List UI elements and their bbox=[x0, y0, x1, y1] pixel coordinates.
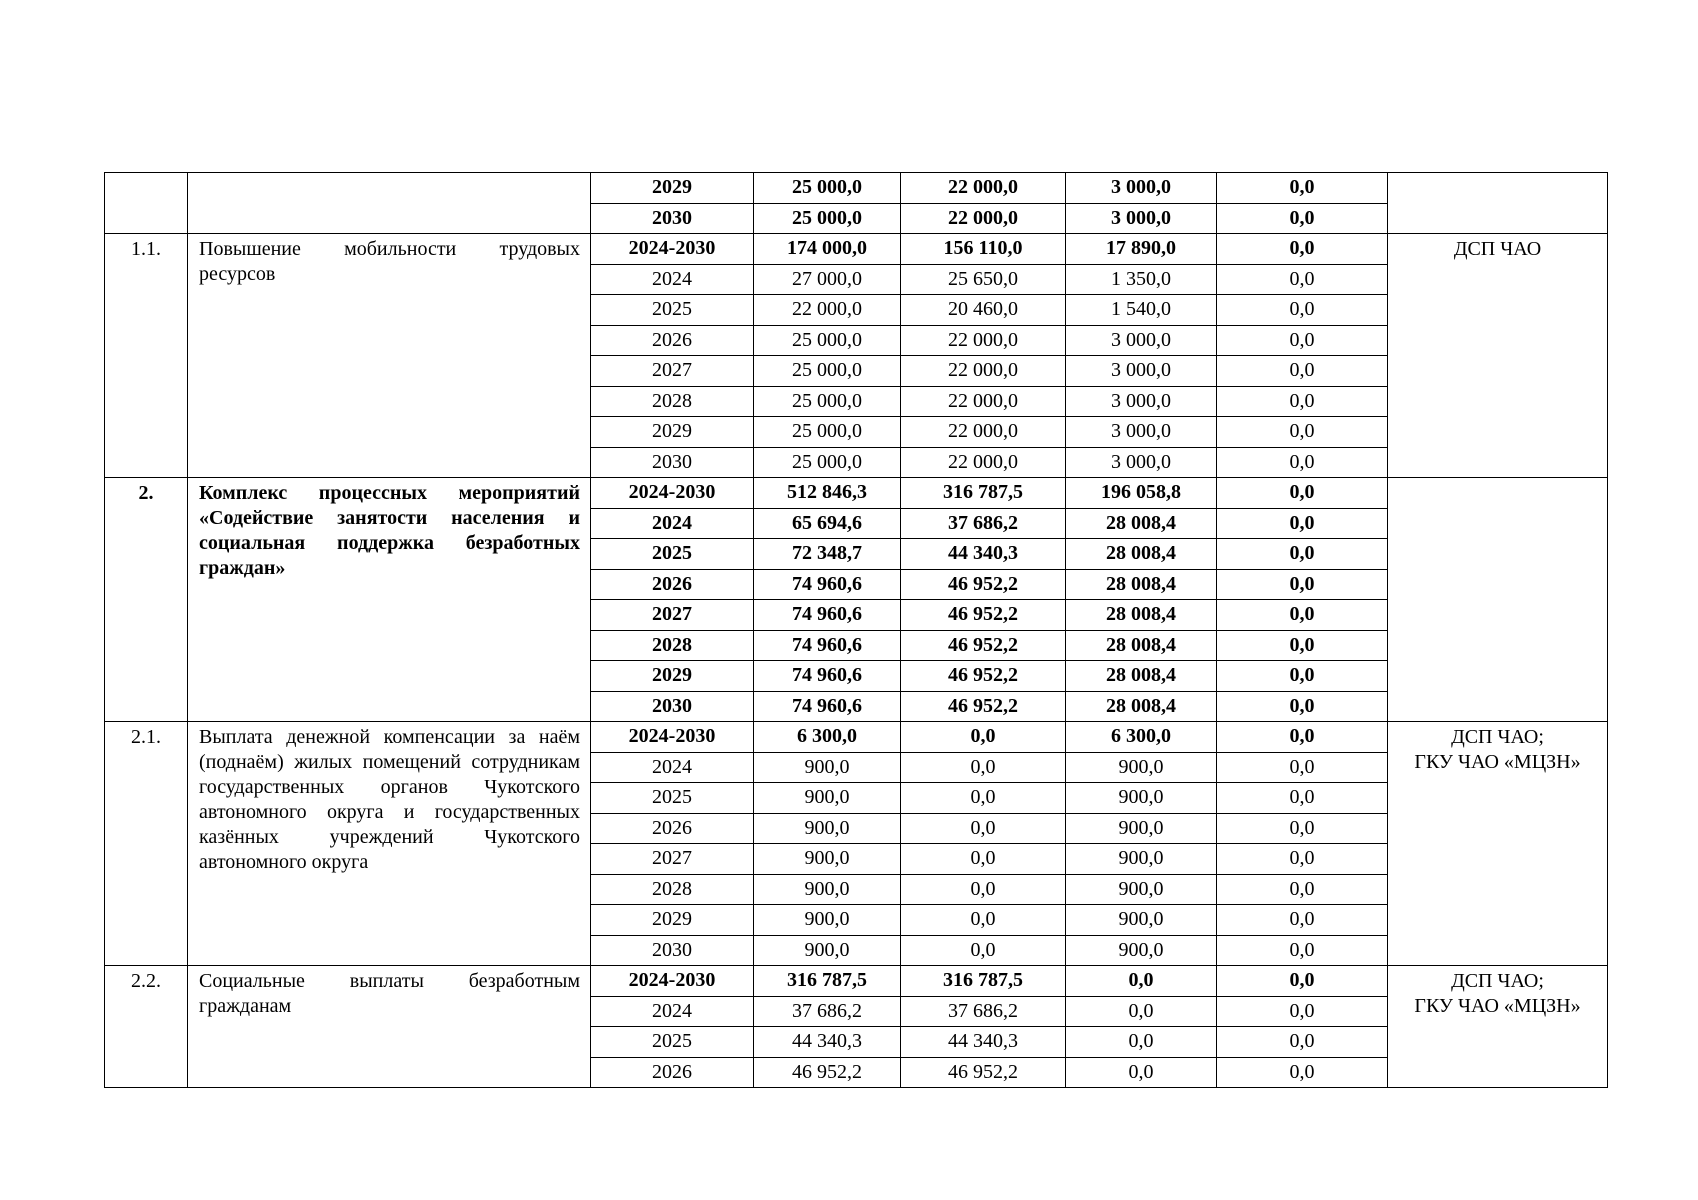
source-1-cell: 46 952,2 bbox=[901, 569, 1066, 600]
total-cell: 25 000,0 bbox=[754, 356, 901, 387]
year-cell: 2027 bbox=[591, 356, 754, 387]
year-cell: 2024-2030 bbox=[591, 478, 754, 509]
total-cell: 22 000,0 bbox=[754, 295, 901, 326]
source-3-cell: 0,0 bbox=[1217, 874, 1388, 905]
total-cell: 900,0 bbox=[754, 874, 901, 905]
item-name: Выплата денежной компенсации за наём (поднаём) жилых помещений сотрудникам государственных органов Чукотского автономного округа и государственных казённых учреждений Чукотского автономного округа bbox=[188, 722, 591, 966]
table-row bbox=[105, 234, 1608, 265]
source-2-cell: 3 000,0 bbox=[1066, 386, 1217, 417]
total-cell: 74 960,6 bbox=[754, 691, 901, 722]
total-cell: 6 300,0 bbox=[754, 722, 901, 753]
source-3-cell: 0,0 bbox=[1217, 966, 1388, 997]
source-1-cell: 46 952,2 bbox=[901, 630, 1066, 661]
year-cell: 2024 bbox=[591, 752, 754, 783]
source-2-cell: 3 000,0 bbox=[1066, 417, 1217, 448]
source-1-cell: 316 787,5 bbox=[901, 966, 1066, 997]
total-cell: 37 686,2 bbox=[754, 996, 901, 1027]
source-1-cell: 37 686,2 bbox=[901, 996, 1066, 1027]
source-2-cell: 900,0 bbox=[1066, 874, 1217, 905]
total-cell: 74 960,6 bbox=[754, 630, 901, 661]
total-cell: 72 348,7 bbox=[754, 539, 901, 570]
year-cell: 2024 bbox=[591, 996, 754, 1027]
total-cell: 74 960,6 bbox=[754, 661, 901, 692]
source-1-cell: 0,0 bbox=[901, 752, 1066, 783]
year-cell: 2025 bbox=[591, 539, 754, 570]
table-row bbox=[105, 173, 1608, 204]
source-3-cell: 0,0 bbox=[1217, 752, 1388, 783]
table-row bbox=[105, 966, 1608, 997]
year-cell: 2029 bbox=[591, 173, 754, 204]
source-1-cell: 22 000,0 bbox=[901, 325, 1066, 356]
year-cell: 2029 bbox=[591, 905, 754, 936]
responsible-executor bbox=[1388, 173, 1608, 234]
responsible-executor bbox=[1388, 722, 1608, 966]
year-cell: 2026 bbox=[591, 569, 754, 600]
source-2-cell: 28 008,4 bbox=[1066, 508, 1217, 539]
source-1-cell: 46 952,2 bbox=[901, 691, 1066, 722]
source-1-cell: 46 952,2 bbox=[901, 661, 1066, 692]
source-3-cell: 0,0 bbox=[1217, 386, 1388, 417]
year-cell: 2030 bbox=[591, 203, 754, 234]
source-3-cell: 0,0 bbox=[1217, 264, 1388, 295]
total-cell: 25 000,0 bbox=[754, 386, 901, 417]
source-3-cell: 0,0 bbox=[1217, 356, 1388, 387]
source-1-cell: 22 000,0 bbox=[901, 203, 1066, 234]
year-cell: 2028 bbox=[591, 386, 754, 417]
year-cell: 2030 bbox=[591, 447, 754, 478]
source-3-cell: 0,0 bbox=[1217, 295, 1388, 326]
source-3-cell: 0,0 bbox=[1217, 1057, 1388, 1088]
source-2-cell: 0,0 bbox=[1066, 966, 1217, 997]
source-2-cell: 1 350,0 bbox=[1066, 264, 1217, 295]
total-cell: 25 000,0 bbox=[754, 325, 901, 356]
source-3-cell: 0,0 bbox=[1217, 722, 1388, 753]
year-cell: 2030 bbox=[591, 935, 754, 966]
year-cell: 2027 bbox=[591, 844, 754, 875]
source-2-cell: 3 000,0 bbox=[1066, 356, 1217, 387]
source-3-cell: 0,0 bbox=[1217, 1027, 1388, 1058]
year-cell: 2027 bbox=[591, 600, 754, 631]
source-2-cell: 28 008,4 bbox=[1066, 691, 1217, 722]
year-cell: 2028 bbox=[591, 630, 754, 661]
year-cell: 2026 bbox=[591, 1057, 754, 1088]
budget-table-body bbox=[105, 173, 1608, 1088]
source-2-cell: 1 540,0 bbox=[1066, 295, 1217, 326]
source-2-cell: 900,0 bbox=[1066, 752, 1217, 783]
item-number: 2. bbox=[105, 478, 188, 722]
source-3-cell: 0,0 bbox=[1217, 691, 1388, 722]
source-1-cell: 156 110,0 bbox=[901, 234, 1066, 265]
source-1-cell: 25 650,0 bbox=[901, 264, 1066, 295]
total-cell: 74 960,6 bbox=[754, 569, 901, 600]
total-cell: 25 000,0 bbox=[754, 447, 901, 478]
source-1-cell: 0,0 bbox=[901, 935, 1066, 966]
source-1-cell: 0,0 bbox=[901, 874, 1066, 905]
source-1-cell: 44 340,3 bbox=[901, 1027, 1066, 1058]
item-name: Социальные выплаты безработным гражданам bbox=[188, 966, 591, 1088]
source-1-cell: 0,0 bbox=[901, 905, 1066, 936]
source-1-cell: 22 000,0 bbox=[901, 386, 1066, 417]
source-2-cell: 3 000,0 bbox=[1066, 203, 1217, 234]
responsible-executor bbox=[1388, 966, 1608, 1088]
table-row bbox=[105, 478, 1608, 509]
item-number: 2.2. bbox=[105, 966, 188, 1088]
total-cell: 900,0 bbox=[754, 935, 901, 966]
source-3-cell: 0,0 bbox=[1217, 569, 1388, 600]
total-cell: 25 000,0 bbox=[754, 203, 901, 234]
responsible-line: ГКУ ЧАО «МЦЗН» bbox=[1414, 995, 1581, 1017]
source-3-cell: 0,0 bbox=[1217, 996, 1388, 1027]
source-1-cell: 0,0 bbox=[901, 783, 1066, 814]
item-name bbox=[188, 173, 591, 234]
year-cell: 2028 bbox=[591, 874, 754, 905]
source-3-cell: 0,0 bbox=[1217, 417, 1388, 448]
item-number: 1.1. bbox=[105, 234, 188, 478]
total-cell: 900,0 bbox=[754, 752, 901, 783]
source-2-cell: 3 000,0 bbox=[1066, 325, 1217, 356]
source-1-cell: 22 000,0 bbox=[901, 447, 1066, 478]
source-1-cell: 46 952,2 bbox=[901, 1057, 1066, 1088]
year-cell: 2025 bbox=[591, 783, 754, 814]
year-cell: 2024 bbox=[591, 508, 754, 539]
total-cell: 900,0 bbox=[754, 905, 901, 936]
year-cell: 2025 bbox=[591, 295, 754, 326]
source-2-cell: 28 008,4 bbox=[1066, 630, 1217, 661]
source-3-cell: 0,0 bbox=[1217, 783, 1388, 814]
total-cell: 25 000,0 bbox=[754, 173, 901, 204]
total-cell: 27 000,0 bbox=[754, 264, 901, 295]
year-cell: 2024-2030 bbox=[591, 966, 754, 997]
total-cell: 900,0 bbox=[754, 844, 901, 875]
source-3-cell: 0,0 bbox=[1217, 447, 1388, 478]
source-2-cell: 0,0 bbox=[1066, 1057, 1217, 1088]
source-2-cell: 28 008,4 bbox=[1066, 569, 1217, 600]
source-2-cell: 900,0 bbox=[1066, 783, 1217, 814]
source-3-cell: 0,0 bbox=[1217, 661, 1388, 692]
source-3-cell: 0,0 bbox=[1217, 905, 1388, 936]
source-3-cell: 0,0 bbox=[1217, 203, 1388, 234]
year-cell: 2029 bbox=[591, 661, 754, 692]
item-number: 2.1. bbox=[105, 722, 188, 966]
total-cell: 74 960,6 bbox=[754, 600, 901, 631]
source-1-cell: 0,0 bbox=[901, 813, 1066, 844]
source-2-cell: 0,0 bbox=[1066, 996, 1217, 1027]
total-cell: 65 694,6 bbox=[754, 508, 901, 539]
total-cell: 900,0 bbox=[754, 813, 901, 844]
source-3-cell: 0,0 bbox=[1217, 935, 1388, 966]
source-1-cell: 0,0 bbox=[901, 844, 1066, 875]
item-name: Повышение мобильности трудовых ресурсов bbox=[188, 234, 591, 478]
source-3-cell: 0,0 bbox=[1217, 234, 1388, 265]
total-cell: 174 000,0 bbox=[754, 234, 901, 265]
responsible-line: ГКУ ЧАО «МЦЗН» bbox=[1414, 751, 1581, 773]
source-1-cell: 0,0 bbox=[901, 722, 1066, 753]
year-cell: 2026 bbox=[591, 325, 754, 356]
source-2-cell: 3 000,0 bbox=[1066, 173, 1217, 204]
source-2-cell: 900,0 bbox=[1066, 935, 1217, 966]
source-3-cell: 0,0 bbox=[1217, 539, 1388, 570]
total-cell: 44 340,3 bbox=[754, 1027, 901, 1058]
source-3-cell: 0,0 bbox=[1217, 173, 1388, 204]
source-2-cell: 6 300,0 bbox=[1066, 722, 1217, 753]
total-cell: 25 000,0 bbox=[754, 417, 901, 448]
year-cell: 2024-2030 bbox=[591, 234, 754, 265]
source-1-cell: 44 340,3 bbox=[901, 539, 1066, 570]
source-1-cell: 20 460,0 bbox=[901, 295, 1066, 326]
source-1-cell: 22 000,0 bbox=[901, 173, 1066, 204]
responsible-executor bbox=[1388, 234, 1608, 478]
source-2-cell: 3 000,0 bbox=[1066, 447, 1217, 478]
source-2-cell: 0,0 bbox=[1066, 1027, 1217, 1058]
source-3-cell: 0,0 bbox=[1217, 813, 1388, 844]
source-2-cell: 28 008,4 bbox=[1066, 600, 1217, 631]
source-3-cell: 0,0 bbox=[1217, 508, 1388, 539]
source-2-cell: 28 008,4 bbox=[1066, 661, 1217, 692]
total-cell: 900,0 bbox=[754, 783, 901, 814]
year-cell: 2030 bbox=[591, 691, 754, 722]
source-3-cell: 0,0 bbox=[1217, 630, 1388, 661]
source-3-cell: 0,0 bbox=[1217, 844, 1388, 875]
budget-table bbox=[104, 172, 1608, 1088]
source-2-cell: 196 058,8 bbox=[1066, 478, 1217, 509]
source-2-cell: 17 890,0 bbox=[1066, 234, 1217, 265]
source-3-cell: 0,0 bbox=[1217, 600, 1388, 631]
responsible-line: ДСП ЧАО; bbox=[1451, 970, 1544, 992]
total-cell: 46 952,2 bbox=[754, 1057, 901, 1088]
source-1-cell: 316 787,5 bbox=[901, 478, 1066, 509]
responsible-line: ДСП ЧАО bbox=[1453, 238, 1542, 260]
item-name: Комплекс процессных мероприятий «Содействие занятости населения и социальная поддержка безработных граждан» bbox=[188, 478, 591, 722]
total-cell: 512 846,3 bbox=[754, 478, 901, 509]
year-cell: 2024 bbox=[591, 264, 754, 295]
source-1-cell: 22 000,0 bbox=[901, 356, 1066, 387]
source-3-cell: 0,0 bbox=[1217, 325, 1388, 356]
source-1-cell: 37 686,2 bbox=[901, 508, 1066, 539]
year-cell: 2025 bbox=[591, 1027, 754, 1058]
responsible-executor bbox=[1388, 478, 1608, 722]
source-2-cell: 900,0 bbox=[1066, 905, 1217, 936]
source-1-cell: 22 000,0 bbox=[901, 417, 1066, 448]
source-2-cell: 900,0 bbox=[1066, 813, 1217, 844]
total-cell: 316 787,5 bbox=[754, 966, 901, 997]
year-cell: 2024-2030 bbox=[591, 722, 754, 753]
source-1-cell: 46 952,2 bbox=[901, 600, 1066, 631]
year-cell: 2029 bbox=[591, 417, 754, 448]
source-2-cell: 28 008,4 bbox=[1066, 539, 1217, 570]
source-3-cell: 0,0 bbox=[1217, 478, 1388, 509]
item-number bbox=[105, 173, 188, 234]
table-row bbox=[105, 722, 1608, 753]
responsible-line: ДСП ЧАО; bbox=[1451, 726, 1544, 748]
year-cell: 2026 bbox=[591, 813, 754, 844]
source-2-cell: 900,0 bbox=[1066, 844, 1217, 875]
